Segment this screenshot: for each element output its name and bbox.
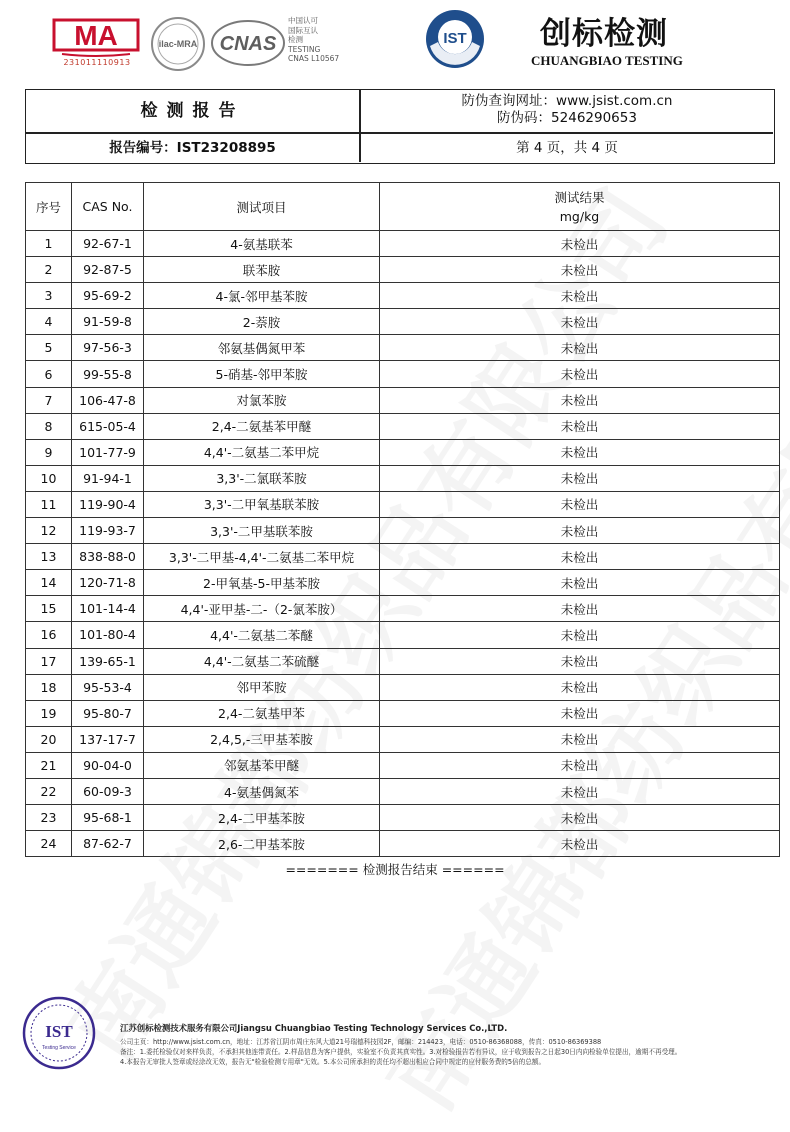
brand-name-cn: 创标检测 [540,16,668,52]
cma-letters: MA [74,20,118,51]
header-result-unit: mg/kg [559,208,600,224]
cell-result: 未检出 [380,518,780,544]
footer-contact: 公司主页：http://www.jsist.com.cn，地址：江苏省江阴市周庄东风大道21号瑞德科技园2F，邮编：214423，电话：0510-86368088，传真：0510-86369388 [120,1038,602,1046]
cell-item: 4-氨基联苯 [144,231,380,257]
table-row [26,361,780,387]
cell-cas: 615-05-4 [72,413,144,439]
report-end-marker: ======= 检测报告结束 ====== [285,862,505,877]
cell-no: 15 [26,596,72,622]
cell-no: 17 [26,648,72,674]
table-row [26,413,780,439]
cell-result: 未检出 [380,544,780,570]
table-row [26,257,780,283]
table-row [26,622,780,648]
table-row [26,544,780,570]
cnas-logo-text: CNAS [219,33,277,55]
table-row [26,648,780,674]
cell-no: 5 [26,335,72,361]
cell-cas: 137-17-7 [72,726,144,752]
cell-no: 13 [26,544,72,570]
table-row [26,518,780,544]
cell-item: 2-甲氧基-5-甲基苯胺 [144,570,380,596]
table-row [26,778,780,804]
cell-result: 未检出 [380,648,780,674]
cell-item: 2,6-二甲基苯胺 [144,831,380,857]
cell-item: 2,4-二氨基甲苯 [144,700,380,726]
cell-item: 4,4'-亚甲基-二-（2-氯苯胺） [144,596,380,622]
brand-name-en: CHUANGBIAO TESTING [531,53,683,68]
cell-result: 未检出 [380,465,780,491]
cell-cas: 90-04-0 [72,752,144,778]
cell-no: 21 [26,752,72,778]
cell-item: 3,3'-二氯联苯胺 [144,465,380,491]
seal-caption: Testing Service [42,1045,76,1051]
cnas-caption-line: CNAS L10567 [288,54,340,63]
cell-item: 2,4-二甲基苯胺 [144,805,380,831]
cell-item: 5-硝基-邻甲苯胺 [144,361,380,387]
cell-no: 9 [26,439,72,465]
cell-no: 4 [26,309,72,335]
cell-cas: 101-80-4 [72,622,144,648]
cnas-caption-line: 检测 [288,35,303,44]
cell-item: 对氯苯胺 [144,387,380,413]
cell-cas: 92-67-1 [72,231,144,257]
table-row [26,726,780,752]
cell-no: 18 [26,674,72,700]
table-header-row [26,183,780,231]
report-number: 报告编号：IST23208895 [109,140,276,156]
cell-no: 10 [26,465,72,491]
cell-item: 2-萘胺 [144,309,380,335]
cell-item: 4-氯-邻甲基苯胺 [144,283,380,309]
cell-result: 未检出 [380,387,780,413]
table-row [26,387,780,413]
cell-result: 未检出 [380,752,780,778]
cell-no: 19 [26,700,72,726]
cell-cas: 101-14-4 [72,596,144,622]
cell-cas: 99-55-8 [72,361,144,387]
table-row [26,465,780,491]
results-body [26,231,780,857]
table-row [26,309,780,335]
ist-logo-text: IST [443,30,467,47]
cell-result: 未检出 [380,257,780,283]
cell-result: 未检出 [380,805,780,831]
cell-no: 1 [26,231,72,257]
cma-code: 231011110913 [63,58,131,67]
cell-no: 14 [26,570,72,596]
footer-note: 4.本报告无审批人签章或经涂改无效，报告无"检验检测专用章"无效。5.本公司所承担的责任均不超出相应合同中规定的应付服务费的5倍的总额。 [120,1058,546,1066]
cell-no: 7 [26,387,72,413]
table-row [26,674,780,700]
cnas-logo [210,17,286,69]
cell-cas: 60-09-3 [72,778,144,804]
table-row [26,283,780,309]
cell-no: 6 [26,361,72,387]
table-row [26,491,780,517]
cell-result: 未检出 [380,309,780,335]
table-row [26,805,780,831]
cell-item: 联苯胺 [144,257,380,283]
cell-cas: 97-56-3 [72,335,144,361]
report-title-box [25,89,775,164]
cell-no: 2 [26,257,72,283]
cell-no: 24 [26,831,72,857]
cell-result: 未检出 [380,231,780,257]
table-row [26,596,780,622]
cell-cas: 91-94-1 [72,465,144,491]
cell-item: 2,4,5,-三甲基苯胺 [144,726,380,752]
cell-item: 2,4-二氨基苯甲醚 [144,413,380,439]
cell-no: 11 [26,491,72,517]
cnas-caption [288,16,339,64]
cnas-caption-line: 中国认可 [288,16,318,25]
cell-cas: 95-80-7 [72,700,144,726]
ilac-text: ilac-MRA [158,39,198,49]
header-item: 测试项目 [144,183,380,231]
cell-no: 22 [26,778,72,804]
cell-result: 未检出 [380,596,780,622]
cell-result: 未检出 [380,361,780,387]
cell-item: 4,4'-二氨基二苯醚 [144,622,380,648]
cell-item: 4,4'-二氨基二苯硫醚 [144,648,380,674]
cell-cas: 95-53-4 [72,674,144,700]
cell-cas: 92-87-5 [72,257,144,283]
cell-result: 未检出 [380,778,780,804]
cell-result: 未检出 [380,831,780,857]
header-no: 序号 [26,183,72,231]
cell-no: 16 [26,622,72,648]
company-seal [22,996,96,1070]
cell-result: 未检出 [380,622,780,648]
cell-item: 3,3'-二甲基联苯胺 [144,518,380,544]
header-cas: CAS No. [72,183,144,231]
footer-company: 江苏创标检测技术服务有限公司Jiangsu Chuangbiao Testing Technology Services Co.,LTD. [120,1023,508,1033]
cell-cas: 101-77-9 [72,439,144,465]
cell-cas: 95-69-2 [72,283,144,309]
cell-cas: 119-90-4 [72,491,144,517]
cell-no: 23 [26,805,72,831]
cell-no: 12 [26,518,72,544]
cell-result: 未检出 [380,413,780,439]
cell-result: 未检出 [380,726,780,752]
footer-note: 备注：1.委托检验仅对来样负责，不承担其他连带责任。2.样品信息为客户提供，实验室不负责其真实性。3.对检验报告若有异议，应于收到报告之日起30日内向检验单位提出，逾期不再受理。 [120,1048,682,1056]
table-row [26,831,780,857]
cell-cas: 106-47-8 [72,387,144,413]
header-result [380,183,780,231]
ilac-mra-logo [150,16,206,72]
cell-no: 20 [26,726,72,752]
cell-item: 邻甲苯胺 [144,674,380,700]
cell-result: 未检出 [380,674,780,700]
cell-result: 未检出 [380,335,780,361]
cell-item: 4,4'-二氨基二苯甲烷 [144,439,380,465]
cnas-caption-line: TESTING [288,44,321,54]
cell-item: 3,3'-二甲基-4,4'-二氨基二苯甲烷 [144,544,380,570]
table-row [26,752,780,778]
cell-cas: 838-88-0 [72,544,144,570]
cell-result: 未检出 [380,283,780,309]
table-row [26,700,780,726]
ist-logo [424,8,486,70]
table-row [26,570,780,596]
cell-item: 邻氨基偶氮甲苯 [144,335,380,361]
verify-code: 防伪码：5246290653 [497,110,637,126]
cell-result: 未检出 [380,570,780,596]
cell-result: 未检出 [380,439,780,465]
cell-cas: 139-65-1 [72,648,144,674]
table-row [26,439,780,465]
cell-cas: 120-71-8 [72,570,144,596]
cell-item: 邻氨基苯甲醚 [144,752,380,778]
cell-item: 4-氨基偶氮苯 [144,778,380,804]
page-indicator: 第 4 页，共 4 页 [516,140,618,156]
cnas-caption-line: 国际互认 [288,25,318,35]
report-title: 检测报告 [140,101,245,121]
header-result-label: 测试结果 [554,189,605,205]
cell-no: 8 [26,413,72,439]
cell-cas: 95-68-1 [72,805,144,831]
results-table [25,182,780,857]
cell-item: 3,3'-二甲氧基联苯胺 [144,491,380,517]
cell-result: 未检出 [380,700,780,726]
cell-result: 未检出 [380,491,780,517]
cell-cas: 119-93-7 [72,518,144,544]
verify-website: 防伪查询网址：www.jsist.com.cn [461,93,673,109]
cell-no: 3 [26,283,72,309]
seal-text: IST [45,1022,73,1041]
table-row [26,231,780,257]
table-row [26,335,780,361]
cell-cas: 91-59-8 [72,309,144,335]
cell-cas: 87-62-7 [72,831,144,857]
